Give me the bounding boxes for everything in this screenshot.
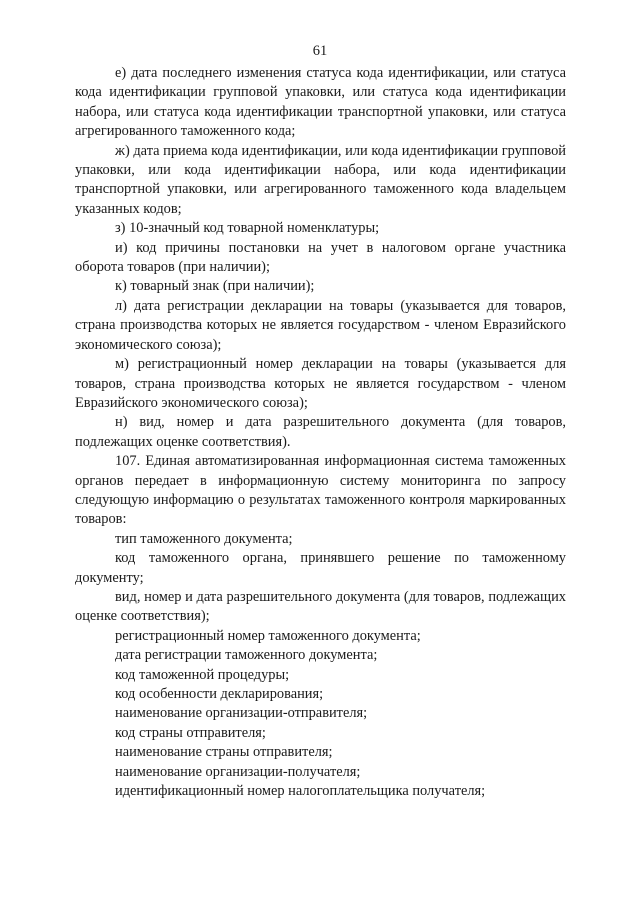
paragraph-z-tnved-code: з) 10-значный код товарной номенклатуры; [115,220,380,237]
paragraph-k-trademark: к) товарный знак (при наличии); [115,278,315,295]
list-item: вид, номер и дата разрешительного документа (для товаров, подлежащих оценке соответствия); [75,588,566,625]
list-item: код таможенного органа, принявшего решение по таможенному документу; [75,550,566,586]
document-body [75,64,566,801]
paragraph-e-status-change-date: е) дата последнего изменения статуса кода идентификации, или статуса кода идентификации групповой упаковки, или статуса кода идентификации набора, или статуса кода идентификации транспортной упаковки, или статуса агрегированного таможенного кода; [75,65,566,140]
list-item: тип таможенного документа; [115,530,293,547]
page-number: 61 [312,43,328,59]
list-item: код таможенной процедуры; [115,666,290,683]
list-item: наименование страны отправителя; [115,744,333,761]
list-item: наименование организации-отправителя; [115,705,368,722]
list-item: идентификационный номер налогоплательщика получателя; [115,783,486,800]
list-item: регистрационный номер таможенного документа; [115,627,421,644]
paragraph-107-customs-info: 107. Единая автоматизированная информационная система таможенных органов передает в информационную систему мониторинга по запросу следующую информацию о результатах таможенного контроля маркированных товаров: [75,453,566,528]
paragraph-zh-acceptance-date: ж) дата приема кода идентификации, или кода идентификации групповой упаковки, или кода идентификации набора, или кода идентификации транспортной упаковки, или агрегированного таможенного кода владельцем указанных кодов; [75,142,566,217]
list-item: код страны отправителя; [115,724,266,741]
list-item: дата регистрации таможенного документа; [115,647,378,664]
list-item: наименование организации-получателя; [115,763,361,780]
paragraph-n-permit-document: н) вид, номер и дата разрешительного документа (для товаров, подлежащих оценке соответствия). [75,414,566,450]
paragraph-l-declaration-date: л) дата регистрации декларации на товары (указывается для товаров, страна производства которых не является государством - членом Евразийского экономического союза); [75,297,566,353]
paragraph-i-kpp-code: и) код причины постановки на учет в налоговом органе участника оборота товаров (при наличии); [75,239,566,276]
paragraph-m-declaration-number: м) регистрационный номер декларации на товары (указывается для товаров, страна производства которых не является государством - членом Евразийского экономического союза); [75,356,566,411]
list-item: код особенности декларирования; [115,686,324,702]
